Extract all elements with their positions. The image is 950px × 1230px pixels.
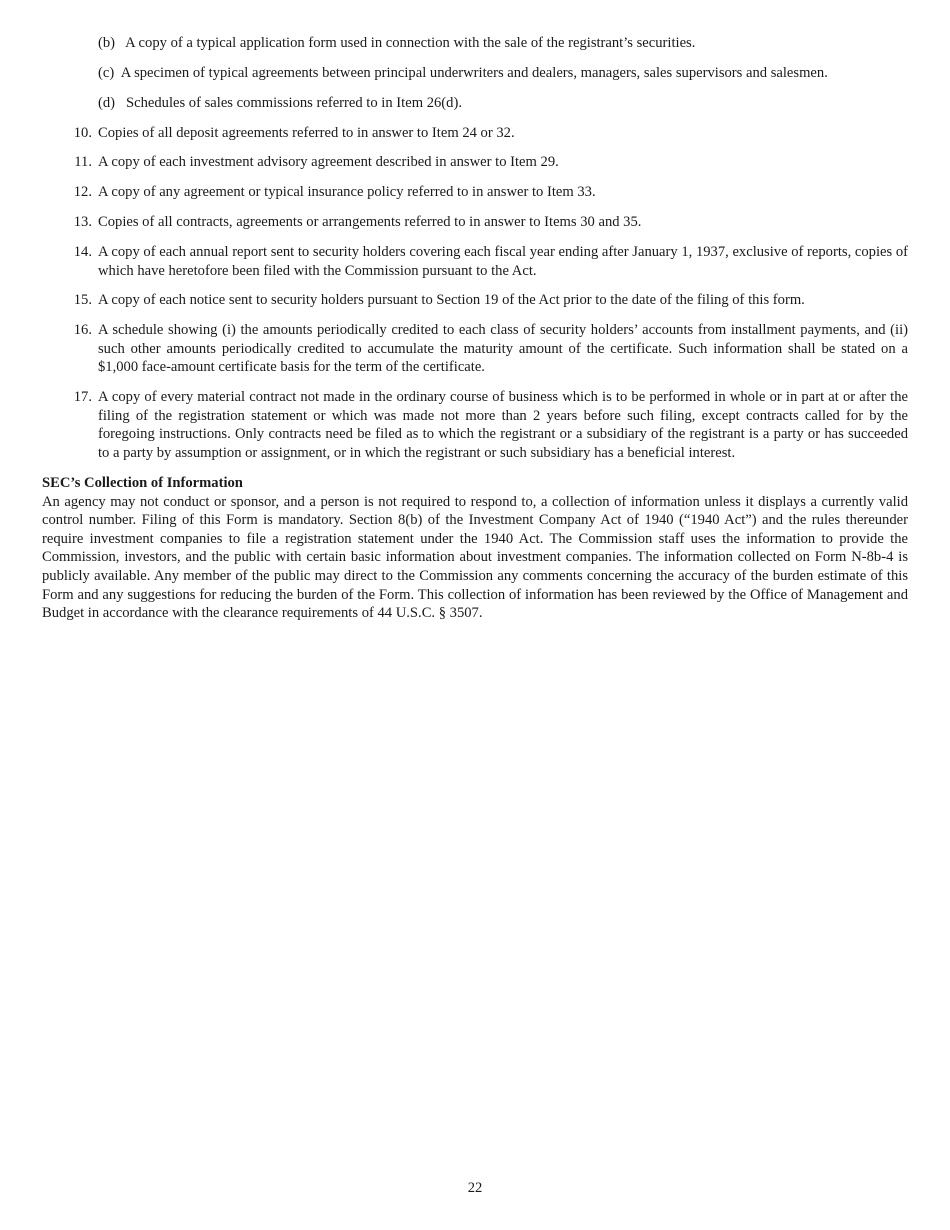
item-text: A copy of each notice sent to security holders pursuant to Section 19 of the Act prior to the date of the filing of this form. — [98, 292, 805, 308]
list-item-11 — [74, 153, 908, 172]
subitem-label: (c) — [98, 65, 115, 81]
subitem-text: A specimen of typical agreements between principal underwriters and dealers, managers, sales supervisors and salesmen. — [120, 65, 828, 81]
list-item-10 — [73, 124, 908, 143]
subitem-text: A copy of a typical application form used in connection with the sale of the registrant’s securities. — [125, 35, 696, 51]
subitem-b — [98, 34, 910, 53]
item-number: 16. — [73, 322, 92, 338]
list-item-12 — [73, 183, 908, 202]
item-text: A copy of each annual report sent to security holders covering each fiscal year ending after January 1, 1937, exclusive of reports, copies of which have heretofore been filed with the Commission pursuant to the Act. — [98, 244, 908, 279]
collection-section — [42, 474, 908, 623]
item-text: Copies of all contracts, agreements or arrangements referred to in answer to Items 30 and 35. — [98, 214, 642, 230]
subitem-text: Schedules of sales commissions referred to in Item 26(d). — [125, 95, 462, 111]
page-number: 22 — [467, 1180, 483, 1196]
list-item-16 — [73, 321, 908, 377]
section-body: An agency may not conduct or sponsor, and a person is not required to respond to, a collection of information unless it displays a currently valid control number. Filing of this Form is mandatory. Section 8(b) of the Investment Company Act of 1940 (“1940 Act”) and the rules thereunder require investment companies to file a registration statement under the 1940 Act. The Commission staff uses the information to provide the Commission, investors, and the public with certain basic information about investment companies. The information collected on Form N-8b-4 is publicly available. Any member of the public may direct to the Commission any comments concerning the accuracy of the burden estimate of this Form and any suggestions for reducing the burden of the Form. This collection of information has been reviewed by the Office of Management and Budget in accordance with the clearance requirements of 44 U.S.C. § 3507. — [42, 493, 908, 622]
subitem-d — [98, 94, 910, 113]
subitem-c — [98, 64, 910, 83]
item-text: A schedule showing (i) the amounts periodically credited to each class of security holders’ accounts from installment payments, and (ii) such other amounts periodically credited to accumulate the maturity amount of the certificate. Such information shall be stated on a $1,000 face-amount certificate basis for the term of the certificate. — [98, 322, 908, 376]
list-item-13 — [73, 213, 908, 232]
item-number: 13. — [73, 214, 92, 230]
item-number: 15. — [73, 292, 92, 308]
item-number: 11. — [74, 154, 92, 170]
list-item-15 — [73, 291, 908, 310]
item-number: 10. — [73, 125, 92, 141]
item-number: 14. — [73, 244, 92, 260]
subitem-label: (b) — [98, 35, 116, 51]
subitem-label: (d) — [98, 95, 116, 111]
section-heading: SEC’s Collection of Information — [42, 475, 243, 491]
item-number: 17. — [73, 389, 92, 405]
list-item-14 — [73, 243, 908, 280]
item-text: A copy of each investment advisory agreement described in answer to Item 29. — [98, 154, 559, 170]
item-text: A copy of any agreement or typical insurance policy referred to in answer to Item 33. — [98, 184, 596, 200]
item-text: A copy of every material contract not made in the ordinary course of business which is to be performed in whole or in part at or after the filing of the registration statement or which was made not more than 2 years before such filing, except contracts called for by the foregoing instructions. Only contracts need be filed as to which the registrant or a subsidiary of the registrant is a party or has succeeded to a party by assumption or assignment, or in which the registrant or such subsidiary has a beneficial interest. — [98, 389, 908, 461]
list-item-17 — [73, 388, 908, 462]
item-number: 12. — [73, 184, 92, 200]
item-text: Copies of all deposit agreements referred to in answer to Item 24 or 32. — [98, 125, 515, 141]
